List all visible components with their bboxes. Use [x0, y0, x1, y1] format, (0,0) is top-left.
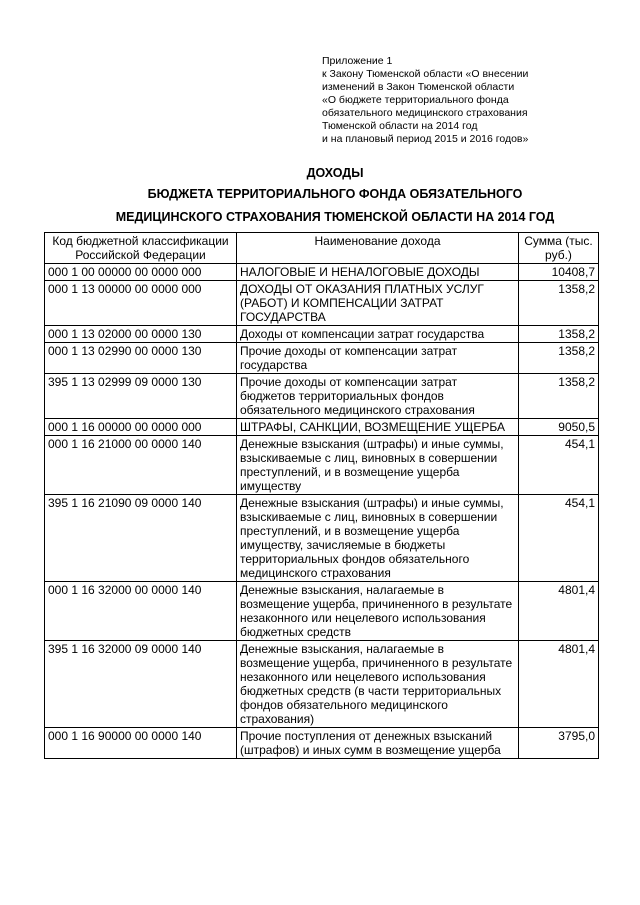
appendix-line: «О бюджете территориального фонда: [322, 94, 509, 106]
cell-name: ШТРАФЫ, САНКЦИИ, ВОЗМЕЩЕНИЕ УЩЕРБА: [237, 419, 519, 436]
table-row: [45, 326, 599, 343]
cell-name: Денежные взыскания (штрафы) и иные суммы, взыскиваемые с лиц, виновных в совершении преступлений, и в возмещение ущерба имуществу: [237, 436, 519, 495]
header-sum: Сумма (тыс. руб.): [519, 233, 599, 264]
table-header-row: [45, 233, 599, 264]
cell-sum: 3795,0: [519, 728, 599, 759]
cell-name: НАЛОГОВЫЕ И НЕНАЛОГОВЫЕ ДОХОДЫ: [237, 264, 519, 281]
table-row: [45, 495, 599, 582]
cell-code: 000 1 13 02990 00 0000 130: [45, 343, 237, 374]
cell-code: 000 1 16 90000 00 0000 140: [45, 728, 237, 759]
document-subtitle-line-1: БЮДЖЕТА ТЕРРИТОРИАЛЬНОГО ФОНДА ОБЯЗАТЕЛЬНОГО: [147, 187, 523, 201]
cell-sum: 1358,2: [519, 326, 599, 343]
cell-sum: 4801,4: [519, 582, 599, 641]
revenue-table: [44, 232, 599, 759]
document-subtitle-line-2: МЕДИЦИНСКОГО СТРАХОВАНИЯ ТЮМЕНСКОЙ ОБЛАСТИ НА 2014 ГОД: [115, 210, 555, 224]
cell-name: Прочие доходы от компенсации затрат бюджетов территориальных фондов обязательного медицинского страхования: [237, 374, 519, 419]
cell-code: 000 1 16 32000 00 0000 140: [45, 582, 237, 641]
table-row: [45, 728, 599, 759]
cell-sum: 9050,5: [519, 419, 599, 436]
cell-code: 000 1 00 00000 00 0000 000: [45, 264, 237, 281]
cell-sum: 10408,7: [519, 264, 599, 281]
cell-sum: 454,1: [519, 436, 599, 495]
cell-name: Денежные взыскания, налагаемые в возмещение ущерба, причиненного в результате незаконного или нецелевого использования бюджетных средств (в части территориальных фондов обязательного медицинского страхования): [237, 641, 519, 728]
appendix-line: Тюменской области на 2014 год: [322, 120, 478, 132]
cell-name: Прочие доходы от компенсации затрат государства: [237, 343, 519, 374]
cell-sum: 1358,2: [519, 343, 599, 374]
appendix-reference: [322, 55, 622, 146]
table-row: [45, 343, 599, 374]
header-code: Код бюджетной классификации Российской Федерации: [45, 233, 237, 264]
cell-code: 000 1 13 00000 00 0000 000: [45, 281, 237, 326]
cell-code: 395 1 16 21090 09 0000 140: [45, 495, 237, 582]
cell-code: 000 1 13 02000 00 0000 130: [45, 326, 237, 343]
cell-sum: 1358,2: [519, 374, 599, 419]
header-name: Наименование дохода: [237, 233, 519, 264]
table-body: [45, 264, 599, 759]
appendix-line: к Закону Тюменской области «О внесении: [322, 68, 529, 80]
appendix-line: обязательного медицинского страхования: [322, 107, 528, 119]
cell-sum: 1358,2: [519, 281, 599, 326]
appendix-line: Приложение 1: [322, 55, 393, 67]
document-title: ДОХОДЫ: [306, 166, 364, 180]
cell-code: 000 1 16 00000 00 0000 000: [45, 419, 237, 436]
cell-code: 000 1 16 21000 00 0000 140: [45, 436, 237, 495]
cell-name: Прочие поступления от денежных взысканий (штрафов) и иных сумм в возмещение ущерба: [237, 728, 519, 759]
table-row: [45, 419, 599, 436]
cell-name: Денежные взыскания (штрафы) и иные суммы, взыскиваемые с лиц, виновных в совершении преступлений, и в возмещение ущерба имуществу, зачисляемые в бюджеты территориальных фондов обязательного медицинского страхования: [237, 495, 519, 582]
table-row: [45, 582, 599, 641]
cell-name: Денежные взыскания, налагаемые в возмещение ущерба, причиненного в результате незаконного или нецелевого использования бюджетных средств: [237, 582, 519, 641]
table-row: [45, 264, 599, 281]
cell-sum: 454,1: [519, 495, 599, 582]
cell-name: ДОХОДЫ ОТ ОКАЗАНИЯ ПЛАТНЫХ УСЛУГ (РАБОТ) И КОМПЕНСАЦИИ ЗАТРАТ ГОСУДАРСТВА: [237, 281, 519, 326]
table-row: [45, 281, 599, 326]
cell-name: Доходы от компенсации затрат государства: [237, 326, 519, 343]
table-row: [45, 641, 599, 728]
appendix-line: изменений в Закон Тюменской области: [322, 81, 515, 93]
table-row: [45, 436, 599, 495]
appendix-line: и на плановый период 2015 и 2016 годов»: [322, 133, 529, 145]
cell-sum: 4801,4: [519, 641, 599, 728]
table-row: [45, 374, 599, 419]
cell-code: 395 1 13 02999 09 0000 130: [45, 374, 237, 419]
cell-code: 395 1 16 32000 09 0000 140: [45, 641, 237, 728]
